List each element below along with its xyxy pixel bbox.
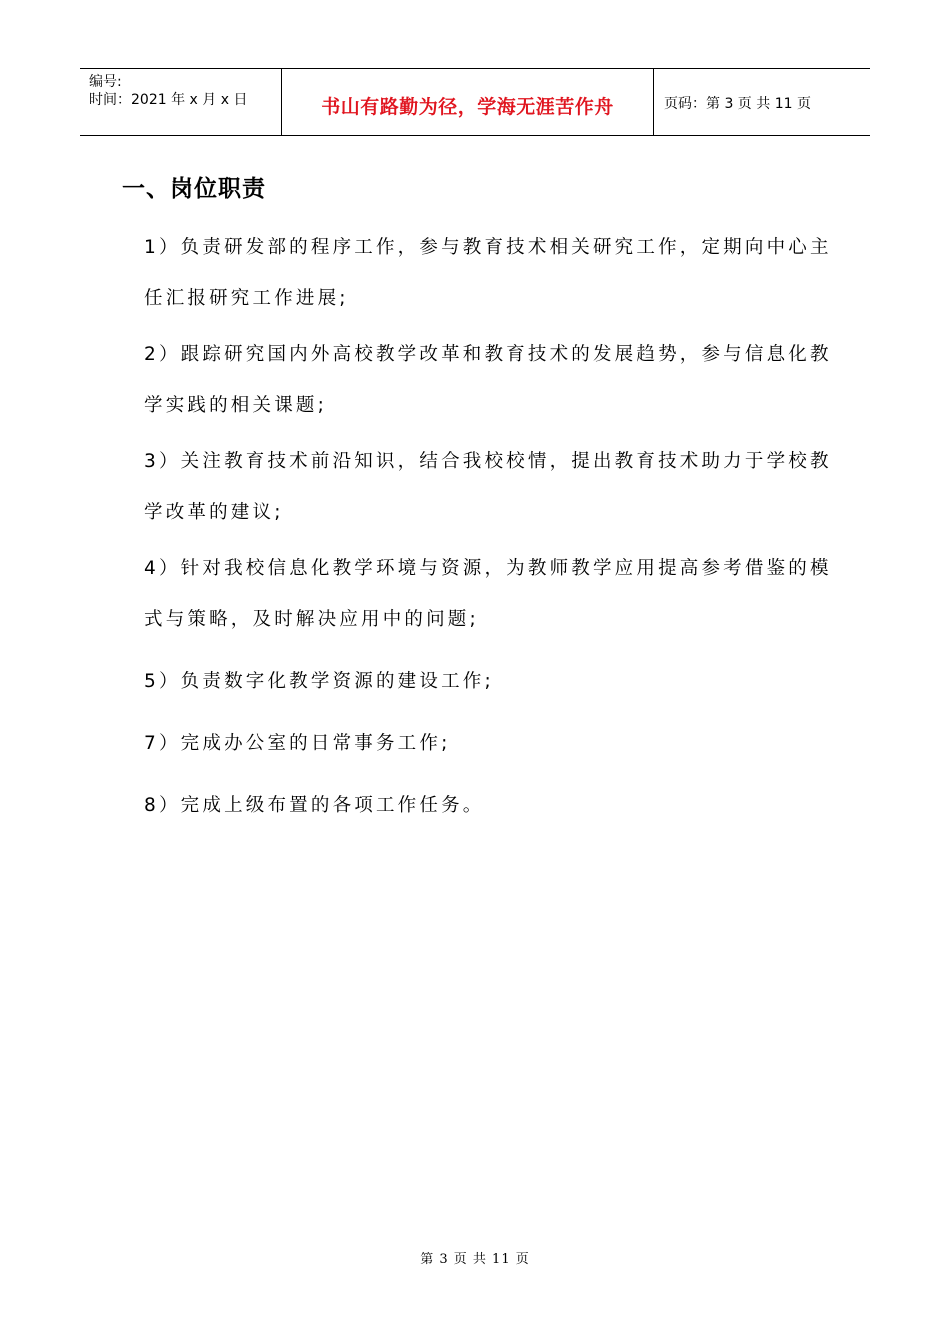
duty-item: 4）针对我校信息化教学环境与资源，为教师教学应用提高参考借鉴的模式与策略，及时解决应用中的问题; (144, 558, 832, 630)
document-number-label: 编号: (89, 74, 122, 90)
header-page-number: 页码：第 3 页 共 11 页 (664, 96, 811, 112)
duty-item: 2）跟踪研究国内外高校教学改革和教育技术的发展趋势，参与信息化教学实践的相关课题; (144, 344, 832, 416)
duty-item: 3）关注教育技术前沿知识，结合我校校情，提出教育技术助力于学校教学改革的建议; (144, 451, 832, 523)
duty-item: 8）完成上级布置的各项工作任务。 (144, 795, 485, 816)
header-meta (80, 69, 281, 135)
document-time-label: 时间：2021 年 x 月 x 日 (89, 92, 248, 108)
page-footer: 第 3 页 共 11 页 (420, 1252, 530, 1267)
section-title: 一、岗位职责 (122, 176, 266, 202)
duty-item: 5）负责数字化教学资源的建设工作; (144, 671, 494, 692)
duties-list (144, 222, 834, 836)
duty-item: 1）负责研发部的程序工作，参与教育技术相关研究工作，定期向中心主任汇报研究工作进展; (144, 237, 832, 309)
header-slogan: 书山有路勤为径，学海无涯苦作舟 (281, 69, 654, 135)
document-header (80, 68, 870, 136)
duty-item: 7）完成办公室的日常事务工作; (144, 733, 451, 754)
